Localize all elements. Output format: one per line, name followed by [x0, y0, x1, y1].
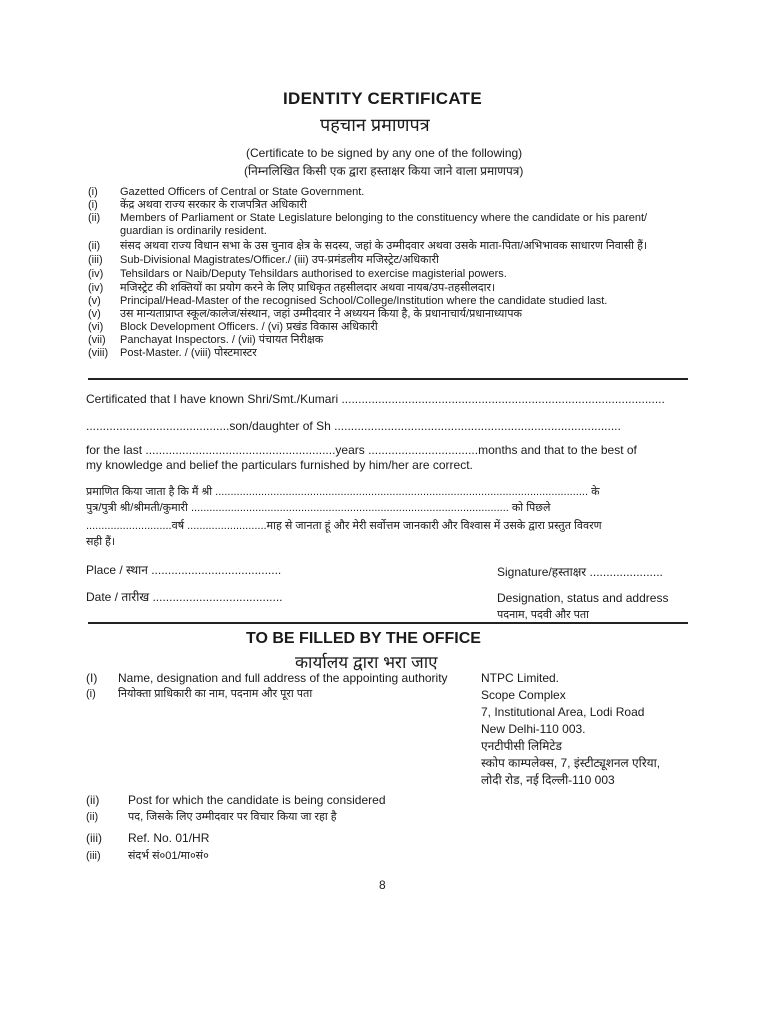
- section-divider: [88, 378, 688, 380]
- office-section-title-hindi: कार्यालय द्वारा भरा जाए: [295, 653, 438, 672]
- office-item: (ii) Post for which the candidate is being considered: [86, 793, 386, 807]
- signatory-item: (iv) Tehsildars or Naib/Deputy Tehsildars authorised to exercise magisterial powers.: [88, 268, 507, 280]
- certificate-line-hindi: पुत्र/पुत्री श्री/श्रीमती/कुमारी ........................................................................................................ को पिछले: [86, 502, 551, 514]
- signatory-item: (iv) मजिस्ट्रेट की शक्तियों का प्रयोग करने के लिए प्राधिकृत तहसीलदार अथवा नायब/उप-तहसीलदार।: [88, 282, 496, 294]
- signatory-item: (ii) संसद अथवा राज्य विधान सभा के उस चुनाव क्षेत्र के सदस्य, जहां के उम्मीदवार अथवा उसके माता-पिता/अभिभावक साधारण निवासी हैं।: [88, 240, 648, 252]
- certificate-subtitle-hindi: (निम्नलिखित किसी एक द्वारा हस्ताक्षर किया जाने वाला प्रमाणपत्र): [244, 164, 524, 178]
- signatory-item: (i) Gazetted Officers of Central or State Government.: [88, 186, 365, 198]
- signatory-item: guardian is ordinarily resident.: [120, 225, 267, 237]
- page-number: 8: [379, 878, 386, 892]
- place-field: Place / स्थान .......................................: [86, 563, 282, 577]
- certificate-line: Certificated that I have known Shri/Smt./Kumari .................................................................................................: [86, 392, 665, 406]
- signatory-item: (viii) Post-Master. / (viii) पोस्टमास्टर: [88, 347, 257, 359]
- designation-label: Designation, status and address: [497, 591, 669, 605]
- certificate-line: ...........................................son/daughter of Sh ......................................................................................: [86, 419, 621, 433]
- certificate-line: for the last .........................................................years .................................months and that to the best of: [86, 443, 637, 457]
- office-item: (I) Name, designation and full address of the appointing authority: [86, 671, 448, 685]
- office-item: (ii) पद, जिसके लिए उम्मीदवार पर विचार किया जा रहा है: [86, 811, 337, 823]
- signature-field: Signature/हस्ताक्षर ......................: [497, 565, 663, 579]
- signatory-item: (vii) Panchayat Inspectors. / (vii) पंचायत निरीक्षक: [88, 334, 324, 346]
- certificate-line: my knowledge and belief the particulars furnished by him/her are correct.: [86, 458, 473, 472]
- certificate-line-hindi: प्रमाणित किया जाता है कि मैं श्री .......................................................................................................................... के: [86, 486, 600, 498]
- signatory-item: (v) उस मान्यताप्राप्त स्कूल/कालेज/संस्थान, जहां उम्मीदवार ने अध्ययन किया है, के प्रधानाचार्य/प्रधानाध्यापक: [88, 308, 522, 320]
- signatory-item: (vi) Block Development Officers. / (vi) प्रखंड विकास अधिकारी: [88, 321, 378, 333]
- designation-label-hindi: पदनाम, पदवी और पता: [497, 609, 590, 621]
- signatory-item: (ii) Members of Parliament or State Legislature belonging to the constituency where the candidate or his parent/: [88, 212, 648, 224]
- signatory-item: (i) केंद्र अथवा राज्य सरकार के राजपत्रित अधिकारी: [88, 199, 307, 211]
- office-item: (iii) Ref. No. 01/HR: [86, 831, 210, 845]
- signatory-item: (v) Principal/Head-Master of the recognised School/College/Institution where the candidate studied last.: [88, 295, 608, 307]
- certificate-subtitle: (Certificate to be signed by any one of the following): [246, 146, 523, 160]
- signatory-item: (iii) Sub-Divisional Magistrates/Officer./ (iii) उप-प्रमंडलीय मजिस्ट्रेट/अधिकारी: [88, 254, 439, 266]
- office-item: (iii) संदर्भ सं०01/मा०सं०: [86, 850, 209, 862]
- date-field: Date / तारीख .......................................: [86, 590, 283, 604]
- certificate-title: IDENTITY CERTIFICATE: [283, 89, 482, 108]
- office-item: (i) नियोक्ता प्राधिकारी का नाम, पदनाम और पूरा पता: [86, 688, 313, 700]
- certificate-title-hindi: पहचान प्रमाणपत्र: [320, 115, 430, 135]
- office-section-title: TO BE FILLED BY THE OFFICE: [246, 630, 481, 647]
- certificate-line-hindi: सही हैं।: [86, 536, 116, 548]
- certificate-line-hindi: ............................वर्ष ..........................माह से जानता हूं और मेरी सर्वोत्तम जानकारी और विश्वास में उसके द्वारा प्रस्तुत विवरण: [86, 520, 602, 532]
- section-divider: [88, 622, 688, 624]
- appointing-authority-address: NTPC Limited. Scope Complex 7, Institutional Area, Lodi Road New Delhi-110 003. एनटीपीसी लिमिटेड स्कोप काम्पलेक्स, 7, इंस्टीट्यूशनल एरिया, लोदी रोड, नई दिल्ली-110 003: [481, 671, 661, 787]
